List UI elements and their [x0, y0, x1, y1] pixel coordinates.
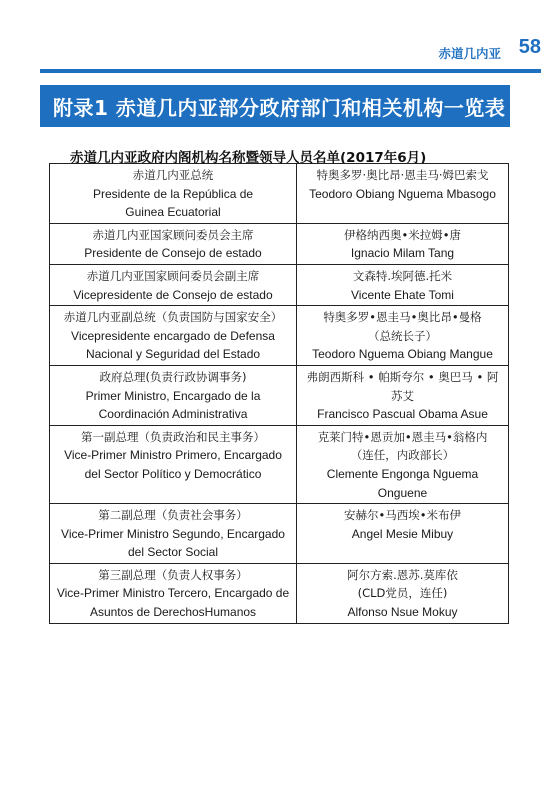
officeholder-cell	[297, 223, 509, 264]
position-name-zh: 第二副总理（负责社会事务）	[98, 508, 248, 523]
table-body	[50, 164, 509, 624]
position-cell	[50, 365, 297, 425]
officeholder-name-zh: 特奥多罗•恩圭马•奥比昂•曼格	[323, 310, 482, 325]
appendix-banner	[40, 85, 510, 127]
position-cell	[50, 164, 297, 224]
position-name-zh: 赤道几内亚国家顾问委员会主席	[92, 227, 254, 242]
position-cell	[50, 306, 297, 366]
officeholder-cell	[297, 563, 509, 623]
table-row	[50, 223, 509, 264]
page-number: 58	[518, 36, 541, 58]
table-row	[50, 306, 509, 366]
table-row	[50, 504, 509, 564]
officeholder-name-es: Angel Mesie Mibuy	[351, 526, 454, 541]
officeholder-name-es: Clemente Engonga Nguema	[326, 466, 479, 481]
officeholder-name-zh: 伊格纳西奥•米拉姆•唐	[343, 227, 462, 242]
position-cell	[50, 264, 297, 305]
officeholder-name-es: Ignacio Milam Tang	[350, 246, 455, 261]
position-name-es: Vicepresidente encargado de Defensa	[71, 328, 275, 343]
officeholder-cell	[297, 504, 509, 564]
running-head: 赤道几内亚	[438, 46, 501, 61]
officeholder-name-zh: （总统长子）	[368, 328, 437, 343]
position-name-es: Vice-Primer Ministro Primero, Encargado	[64, 448, 282, 463]
position-name-es: Coordinación Administrativa	[98, 407, 248, 422]
officeholder-name-zh: 文森特.埃阿德.托米	[352, 268, 453, 283]
position-name-es: Vicepresidente de Consejo de estado	[73, 287, 273, 302]
position-cell	[50, 223, 297, 264]
position-name-es: Asuntos de DerechosHumanos	[89, 605, 257, 620]
position-name-zh: 赤道几内亚总统	[132, 168, 214, 182]
position-name-es: Presidente de Consejo de estado	[84, 246, 262, 261]
officeholder-name-es: Teodoro Obiang Nguema Mbasogo	[309, 186, 496, 201]
table-row	[50, 365, 509, 425]
officeholder-name-es: Vicente Ehate Tomi	[351, 287, 454, 302]
position-name-es: del Sector Político y Democrático	[84, 466, 262, 481]
table-row	[50, 425, 509, 503]
officeholder-cell	[297, 306, 509, 366]
position-name-es: Vice-Primer Ministro Segundo, Encargado	[61, 526, 285, 541]
header-rule	[40, 69, 541, 73]
officeholder-name-zh: 弗朗西斯科 • 帕斯夸尔 • 奥巴马 • 阿	[306, 369, 499, 384]
officeholder-cell	[297, 365, 509, 425]
table-row	[50, 264, 509, 305]
officeholder-name-zh: (CLD党员，连任)	[357, 586, 448, 601]
table-row	[50, 164, 509, 224]
appendix-title: 附录1 赤道几内亚部分政府部门和相关机构一览表	[53, 95, 506, 120]
position-name-es: Presidente de la República de	[92, 186, 254, 201]
position-cell	[50, 504, 297, 564]
officeholder-cell	[297, 164, 509, 224]
officeholder-name-es: Francisco Pascual Obama Asue	[317, 407, 488, 422]
officeholder-cell	[297, 264, 509, 305]
officeholder-name-es: Teodoro Nguema Obiang Mangue	[312, 347, 493, 362]
officeholder-name-zh: 苏艾	[391, 388, 414, 403]
position-name-zh: 政府总理(负责行政协调事务)	[99, 369, 247, 384]
officeholder-cell	[297, 425, 509, 503]
position-name-es: Primer Ministro, Encargado de la	[85, 388, 261, 403]
officeholder-name-zh: 克莱门特•恩贡加•恩圭马•翁格内	[317, 429, 488, 444]
position-name-es: Guinea Ecuatorial	[125, 205, 221, 220]
officeholder-name-zh: 特奥多罗·奥比昂·恩圭马·姆巴索戈	[316, 168, 489, 182]
position-name-zh: 赤道几内亚国家顾问委员会副主席	[86, 268, 260, 283]
position-name-es: Vice-Primer Ministro Tercero, Encargado de	[56, 586, 290, 601]
officeholder-name-zh: 阿尔方索.恩苏.莫库依	[347, 567, 458, 582]
officeholder-name-es: Onguene	[377, 485, 428, 500]
position-name-zh: 赤道几内亚副总统（负责国防与国家安全）	[63, 310, 283, 325]
government-officials-table	[49, 163, 509, 624]
position-name-es: del Sector Social	[127, 545, 219, 560]
table-row	[50, 563, 509, 623]
table-caption: 赤道几内亚政府内阁机构名称暨领导人员名单(2017年6月)	[70, 150, 427, 166]
position-name-zh: 第一副总理（负责政治和民主事务）	[81, 429, 265, 444]
position-name-zh: 第三副总理（负责人权事务）	[98, 567, 248, 582]
officeholder-name-es: Alfonso Nsue Mokuy	[347, 605, 458, 620]
position-cell	[50, 425, 297, 503]
officeholder-name-zh: 安赫尔•马西埃•米布伊	[343, 508, 462, 523]
position-name-es: Nacional y Seguridad del Estado	[85, 347, 261, 362]
officeholder-name-zh: （连任，内政部长）	[350, 448, 455, 463]
position-cell	[50, 563, 297, 623]
